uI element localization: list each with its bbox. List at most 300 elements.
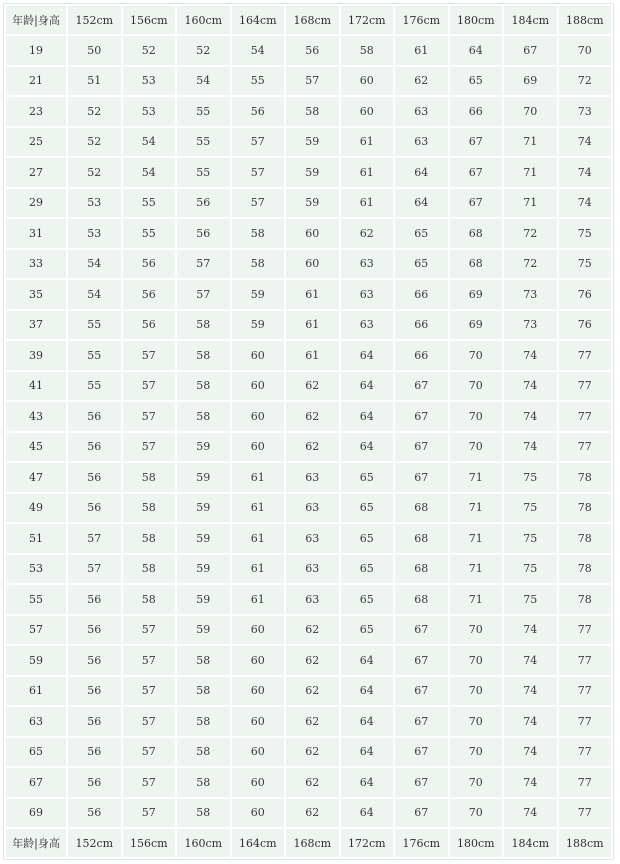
weight-cell: 67 — [395, 707, 448, 736]
weight-cell: 62 — [286, 433, 339, 462]
top-height-header: 164cm — [232, 6, 285, 34]
weight-cell: 63 — [341, 250, 394, 279]
weight-cell: 62 — [286, 799, 339, 828]
weight-cell: 75 — [559, 250, 612, 279]
weight-cell: 67 — [504, 36, 557, 65]
weight-cell: 65 — [341, 524, 394, 553]
weight-cell: 67 — [395, 433, 448, 462]
weight-cell: 67 — [450, 128, 503, 157]
weight-cell: 74 — [504, 738, 557, 767]
weight-cell: 60 — [232, 707, 285, 736]
weight-cell: 65 — [450, 67, 503, 96]
weight-cell: 71 — [450, 585, 503, 614]
weight-cell: 52 — [68, 158, 121, 187]
weight-cell: 56 — [68, 646, 121, 675]
age-cell: 39 — [6, 341, 66, 370]
weight-cell: 66 — [395, 311, 448, 340]
weight-cell: 68 — [395, 524, 448, 553]
top-height-header: 152cm — [68, 6, 121, 34]
weight-cell: 70 — [559, 36, 612, 65]
top-height-header: 160cm — [177, 6, 230, 34]
weight-cell: 77 — [559, 799, 612, 828]
weight-cell: 57 — [123, 799, 176, 828]
weight-cell: 56 — [232, 97, 285, 126]
weight-cell: 58 — [232, 250, 285, 279]
weight-cell: 75 — [504, 585, 557, 614]
table-row — [6, 250, 611, 279]
weight-cell: 58 — [177, 768, 230, 797]
age-cell: 59 — [6, 646, 66, 675]
weight-cell: 57 — [232, 189, 285, 218]
age-cell: 23 — [6, 97, 66, 126]
weight-cell: 57 — [123, 707, 176, 736]
weight-cell: 57 — [177, 280, 230, 309]
weight-cell: 57 — [232, 158, 285, 187]
weight-cell: 74 — [559, 128, 612, 157]
weight-cell: 74 — [504, 402, 557, 431]
weight-cell: 58 — [177, 738, 230, 767]
bottom-height-header: 168cm — [286, 829, 339, 857]
weight-cell: 67 — [395, 738, 448, 767]
weight-cell: 59 — [286, 128, 339, 157]
weight-cell: 71 — [504, 128, 557, 157]
table-row — [6, 463, 611, 492]
weight-cell: 68 — [395, 494, 448, 523]
weight-cell: 59 — [177, 585, 230, 614]
age-cell: 57 — [6, 616, 66, 645]
weight-cell: 64 — [341, 738, 394, 767]
weight-cell: 57 — [123, 616, 176, 645]
weight-cell: 59 — [286, 158, 339, 187]
weight-cell: 60 — [286, 219, 339, 248]
weight-cell: 63 — [341, 280, 394, 309]
table-row — [6, 524, 611, 553]
weight-cell: 64 — [395, 189, 448, 218]
weight-cell: 63 — [395, 97, 448, 126]
weight-cell: 62 — [286, 768, 339, 797]
weight-cell: 56 — [177, 189, 230, 218]
bottom-height-header: 172cm — [341, 829, 394, 857]
weight-cell: 62 — [286, 372, 339, 401]
weight-cell: 72 — [504, 219, 557, 248]
weight-cell: 55 — [68, 341, 121, 370]
weight-cell: 58 — [123, 585, 176, 614]
weight-cell: 55 — [68, 372, 121, 401]
age-cell: 65 — [6, 738, 66, 767]
weight-cell: 53 — [68, 189, 121, 218]
weight-cell: 61 — [341, 128, 394, 157]
weight-cell: 56 — [68, 585, 121, 614]
age-cell: 63 — [6, 707, 66, 736]
table-row — [6, 707, 611, 736]
weight-cell: 77 — [559, 616, 612, 645]
weight-cell: 77 — [559, 707, 612, 736]
age-cell: 67 — [6, 768, 66, 797]
weight-cell: 61 — [232, 585, 285, 614]
weight-cell: 77 — [559, 738, 612, 767]
weight-cell: 68 — [395, 585, 448, 614]
table-row — [6, 189, 611, 218]
weight-cell: 54 — [68, 280, 121, 309]
table-row — [6, 372, 611, 401]
weight-cell: 56 — [123, 280, 176, 309]
weight-cell: 77 — [559, 768, 612, 797]
weight-cell: 77 — [559, 402, 612, 431]
weight-table-sheet — [3, 3, 614, 860]
weight-cell: 57 — [123, 677, 176, 706]
top-height-header: 188cm — [559, 6, 612, 34]
bottom-height-header: 184cm — [504, 829, 557, 857]
table-row — [6, 219, 611, 248]
weight-cell: 53 — [68, 219, 121, 248]
weight-cell: 56 — [123, 311, 176, 340]
weight-cell: 75 — [504, 555, 557, 584]
weight-cell: 73 — [504, 280, 557, 309]
weight-cell: 74 — [504, 646, 557, 675]
weight-cell: 75 — [504, 494, 557, 523]
weight-cell: 64 — [395, 158, 448, 187]
age-cell: 55 — [6, 585, 66, 614]
weight-cell: 69 — [450, 311, 503, 340]
weight-cell: 57 — [232, 128, 285, 157]
weight-cell: 63 — [286, 463, 339, 492]
weight-cell: 61 — [232, 463, 285, 492]
age-cell: 49 — [6, 494, 66, 523]
weight-cell: 74 — [504, 768, 557, 797]
weight-cell: 78 — [559, 494, 612, 523]
weight-cell: 63 — [286, 555, 339, 584]
weight-cell: 67 — [450, 189, 503, 218]
weight-cell: 57 — [123, 738, 176, 767]
weight-cell: 59 — [177, 555, 230, 584]
weight-cell: 74 — [504, 616, 557, 645]
age-cell: 29 — [6, 189, 66, 218]
weight-cell: 78 — [559, 524, 612, 553]
weight-cell: 59 — [177, 433, 230, 462]
weight-cell: 52 — [68, 97, 121, 126]
table-row — [6, 585, 611, 614]
weight-cell: 62 — [395, 67, 448, 96]
weight-cell: 64 — [341, 799, 394, 828]
table-header-row — [6, 6, 611, 34]
weight-cell: 56 — [68, 433, 121, 462]
weight-cell: 51 — [68, 67, 121, 96]
table-row — [6, 128, 611, 157]
weight-cell: 65 — [395, 219, 448, 248]
weight-cell: 75 — [504, 463, 557, 492]
age-cell: 35 — [6, 280, 66, 309]
weight-cell: 70 — [450, 707, 503, 736]
weight-cell: 64 — [341, 372, 394, 401]
weight-cell: 58 — [177, 707, 230, 736]
weight-cell: 58 — [123, 494, 176, 523]
weight-cell: 74 — [504, 341, 557, 370]
weight-cell: 59 — [177, 616, 230, 645]
bottom-height-header: 152cm — [68, 829, 121, 857]
weight-cell: 74 — [504, 677, 557, 706]
weight-cell: 50 — [68, 36, 121, 65]
bottom-height-header: 160cm — [177, 829, 230, 857]
weight-cell: 67 — [395, 372, 448, 401]
weight-cell: 67 — [395, 616, 448, 645]
table-footer-row — [6, 829, 611, 857]
weight-cell: 61 — [395, 36, 448, 65]
table-row — [6, 311, 611, 340]
weight-cell: 57 — [123, 341, 176, 370]
weight-cell: 69 — [450, 280, 503, 309]
weight-cell: 70 — [450, 646, 503, 675]
weight-cell: 52 — [68, 128, 121, 157]
weight-cell: 58 — [177, 311, 230, 340]
weight-cell: 55 — [177, 158, 230, 187]
age-cell: 61 — [6, 677, 66, 706]
weight-cell: 58 — [177, 402, 230, 431]
weight-cell: 74 — [504, 433, 557, 462]
weight-cell: 54 — [232, 36, 285, 65]
weight-cell: 74 — [504, 372, 557, 401]
weight-cell: 63 — [341, 311, 394, 340]
weight-cell: 60 — [232, 402, 285, 431]
table-row — [6, 616, 611, 645]
weight-cell: 52 — [123, 36, 176, 65]
weight-cell: 60 — [232, 738, 285, 767]
table-row — [6, 36, 611, 65]
weight-cell: 65 — [341, 585, 394, 614]
table-row — [6, 158, 611, 187]
weight-cell: 64 — [341, 768, 394, 797]
weight-cell: 77 — [559, 341, 612, 370]
weight-cell: 56 — [68, 677, 121, 706]
weight-cell: 57 — [123, 402, 176, 431]
weight-cell: 58 — [177, 799, 230, 828]
table-row — [6, 280, 611, 309]
weight-cell: 61 — [286, 280, 339, 309]
weight-cell: 58 — [177, 646, 230, 675]
table-row — [6, 402, 611, 431]
weight-cell: 60 — [232, 799, 285, 828]
weight-cell: 67 — [395, 677, 448, 706]
weight-cell: 63 — [286, 524, 339, 553]
weight-cell: 62 — [286, 738, 339, 767]
table-row — [6, 341, 611, 370]
weight-cell: 57 — [123, 372, 176, 401]
weight-cell: 62 — [286, 677, 339, 706]
weight-cell: 65 — [341, 616, 394, 645]
age-cell: 43 — [6, 402, 66, 431]
weight-cell: 61 — [341, 158, 394, 187]
weight-cell: 78 — [559, 463, 612, 492]
age-cell: 19 — [6, 36, 66, 65]
weight-cell: 60 — [341, 67, 394, 96]
age-cell: 45 — [6, 433, 66, 462]
weight-cell: 52 — [177, 36, 230, 65]
weight-cell: 57 — [177, 250, 230, 279]
weight-cell: 65 — [341, 494, 394, 523]
weight-cell: 61 — [232, 494, 285, 523]
weight-cell: 71 — [450, 463, 503, 492]
weight-cell: 64 — [341, 677, 394, 706]
weight-cell: 56 — [68, 799, 121, 828]
weight-cell: 59 — [177, 524, 230, 553]
weight-cell: 54 — [68, 250, 121, 279]
weight-cell: 58 — [123, 463, 176, 492]
age-cell: 69 — [6, 799, 66, 828]
table-row — [6, 67, 611, 96]
weight-cell: 56 — [286, 36, 339, 65]
weight-cell: 60 — [232, 768, 285, 797]
weight-cell: 59 — [177, 463, 230, 492]
weight-cell: 60 — [232, 341, 285, 370]
weight-cell: 69 — [504, 67, 557, 96]
weight-cell: 56 — [68, 463, 121, 492]
top-height-header: 180cm — [450, 6, 503, 34]
weight-cell: 63 — [395, 128, 448, 157]
top-height-header: 184cm — [504, 6, 557, 34]
table-row — [6, 799, 611, 828]
weight-cell: 74 — [559, 158, 612, 187]
weight-cell: 61 — [286, 341, 339, 370]
weight-cell: 56 — [68, 616, 121, 645]
weight-cell: 62 — [286, 707, 339, 736]
weight-cell: 60 — [232, 433, 285, 462]
weight-cell: 78 — [559, 585, 612, 614]
weight-cell: 57 — [123, 646, 176, 675]
age-cell: 21 — [6, 67, 66, 96]
age-cell: 51 — [6, 524, 66, 553]
weight-cell: 56 — [68, 707, 121, 736]
age-cell: 31 — [6, 219, 66, 248]
weight-cell: 70 — [450, 677, 503, 706]
weight-cell: 56 — [68, 738, 121, 767]
age-cell: 53 — [6, 555, 66, 584]
weight-cell: 70 — [450, 768, 503, 797]
weight-cell: 78 — [559, 555, 612, 584]
weight-cell: 58 — [177, 372, 230, 401]
weight-cell: 66 — [450, 97, 503, 126]
weight-cell: 74 — [559, 189, 612, 218]
weight-cell: 62 — [286, 646, 339, 675]
age-cell: 47 — [6, 463, 66, 492]
weight-cell: 60 — [232, 677, 285, 706]
weight-cell: 57 — [68, 555, 121, 584]
weight-cell: 71 — [504, 189, 557, 218]
weight-cell: 59 — [232, 311, 285, 340]
weight-cell: 56 — [177, 219, 230, 248]
weight-cell: 64 — [341, 646, 394, 675]
weight-cell: 65 — [341, 555, 394, 584]
weight-cell: 64 — [341, 433, 394, 462]
weight-cell: 66 — [395, 341, 448, 370]
age-cell: 33 — [6, 250, 66, 279]
weight-cell: 58 — [123, 555, 176, 584]
weight-cell: 67 — [395, 646, 448, 675]
weight-cell: 55 — [123, 189, 176, 218]
age-cell: 37 — [6, 311, 66, 340]
weight-cell: 64 — [450, 36, 503, 65]
weight-cell: 75 — [559, 219, 612, 248]
top-height-header: 176cm — [395, 6, 448, 34]
weight-cell: 68 — [395, 555, 448, 584]
weight-cell: 67 — [395, 768, 448, 797]
weight-cell: 72 — [504, 250, 557, 279]
weight-cell: 77 — [559, 677, 612, 706]
weight-cell: 56 — [68, 494, 121, 523]
table-row — [6, 738, 611, 767]
weight-cell: 55 — [177, 128, 230, 157]
weight-cell: 64 — [341, 341, 394, 370]
table-row — [6, 677, 611, 706]
weight-cell: 71 — [450, 555, 503, 584]
top-height-header: 168cm — [286, 6, 339, 34]
weight-cell: 72 — [559, 67, 612, 96]
weight-cell: 68 — [450, 219, 503, 248]
weight-cell: 74 — [504, 799, 557, 828]
age-cell: 41 — [6, 372, 66, 401]
weight-cell: 70 — [450, 433, 503, 462]
weight-cell: 64 — [341, 707, 394, 736]
weight-cell: 77 — [559, 646, 612, 675]
weight-cell: 57 — [68, 524, 121, 553]
weight-cell: 54 — [177, 67, 230, 96]
weight-cell: 61 — [232, 555, 285, 584]
weight-cell: 54 — [123, 158, 176, 187]
weight-cell: 67 — [395, 799, 448, 828]
weight-cell: 53 — [123, 67, 176, 96]
weight-cell: 65 — [341, 463, 394, 492]
weight-cell: 77 — [559, 433, 612, 462]
table-row — [6, 97, 611, 126]
weight-cell: 60 — [341, 97, 394, 126]
weight-cell: 61 — [286, 311, 339, 340]
weight-cell: 70 — [450, 799, 503, 828]
weight-cell: 56 — [68, 402, 121, 431]
weight-cell: 56 — [123, 250, 176, 279]
weight-cell: 71 — [450, 524, 503, 553]
weight-cell: 74 — [504, 707, 557, 736]
weight-cell: 70 — [450, 372, 503, 401]
weight-cell: 57 — [286, 67, 339, 96]
bottom-height-header: 180cm — [450, 829, 503, 857]
weight-cell: 54 — [123, 128, 176, 157]
weight-cell: 66 — [395, 280, 448, 309]
weight-cell: 60 — [286, 250, 339, 279]
weight-cell: 71 — [450, 494, 503, 523]
weight-cell: 58 — [177, 341, 230, 370]
weight-cell: 60 — [232, 646, 285, 675]
bottom-height-header: 188cm — [559, 829, 612, 857]
weight-cell: 55 — [232, 67, 285, 96]
table-row — [6, 555, 611, 584]
table-row — [6, 646, 611, 675]
bottom-height-header: 176cm — [395, 829, 448, 857]
weight-cell: 67 — [450, 158, 503, 187]
weight-cell: 59 — [286, 189, 339, 218]
weight-cell: 61 — [341, 189, 394, 218]
weight-cell: 64 — [341, 402, 394, 431]
weight-cell: 58 — [341, 36, 394, 65]
weight-cell: 68 — [450, 250, 503, 279]
bottom-height-header: 156cm — [123, 829, 176, 857]
weight-table — [4, 4, 613, 859]
age-cell: 25 — [6, 128, 66, 157]
weight-cell: 70 — [450, 402, 503, 431]
age-cell: 27 — [6, 158, 66, 187]
table-row — [6, 494, 611, 523]
weight-cell: 58 — [177, 677, 230, 706]
weight-cell: 62 — [286, 402, 339, 431]
weight-cell: 65 — [395, 250, 448, 279]
weight-cell: 55 — [123, 219, 176, 248]
